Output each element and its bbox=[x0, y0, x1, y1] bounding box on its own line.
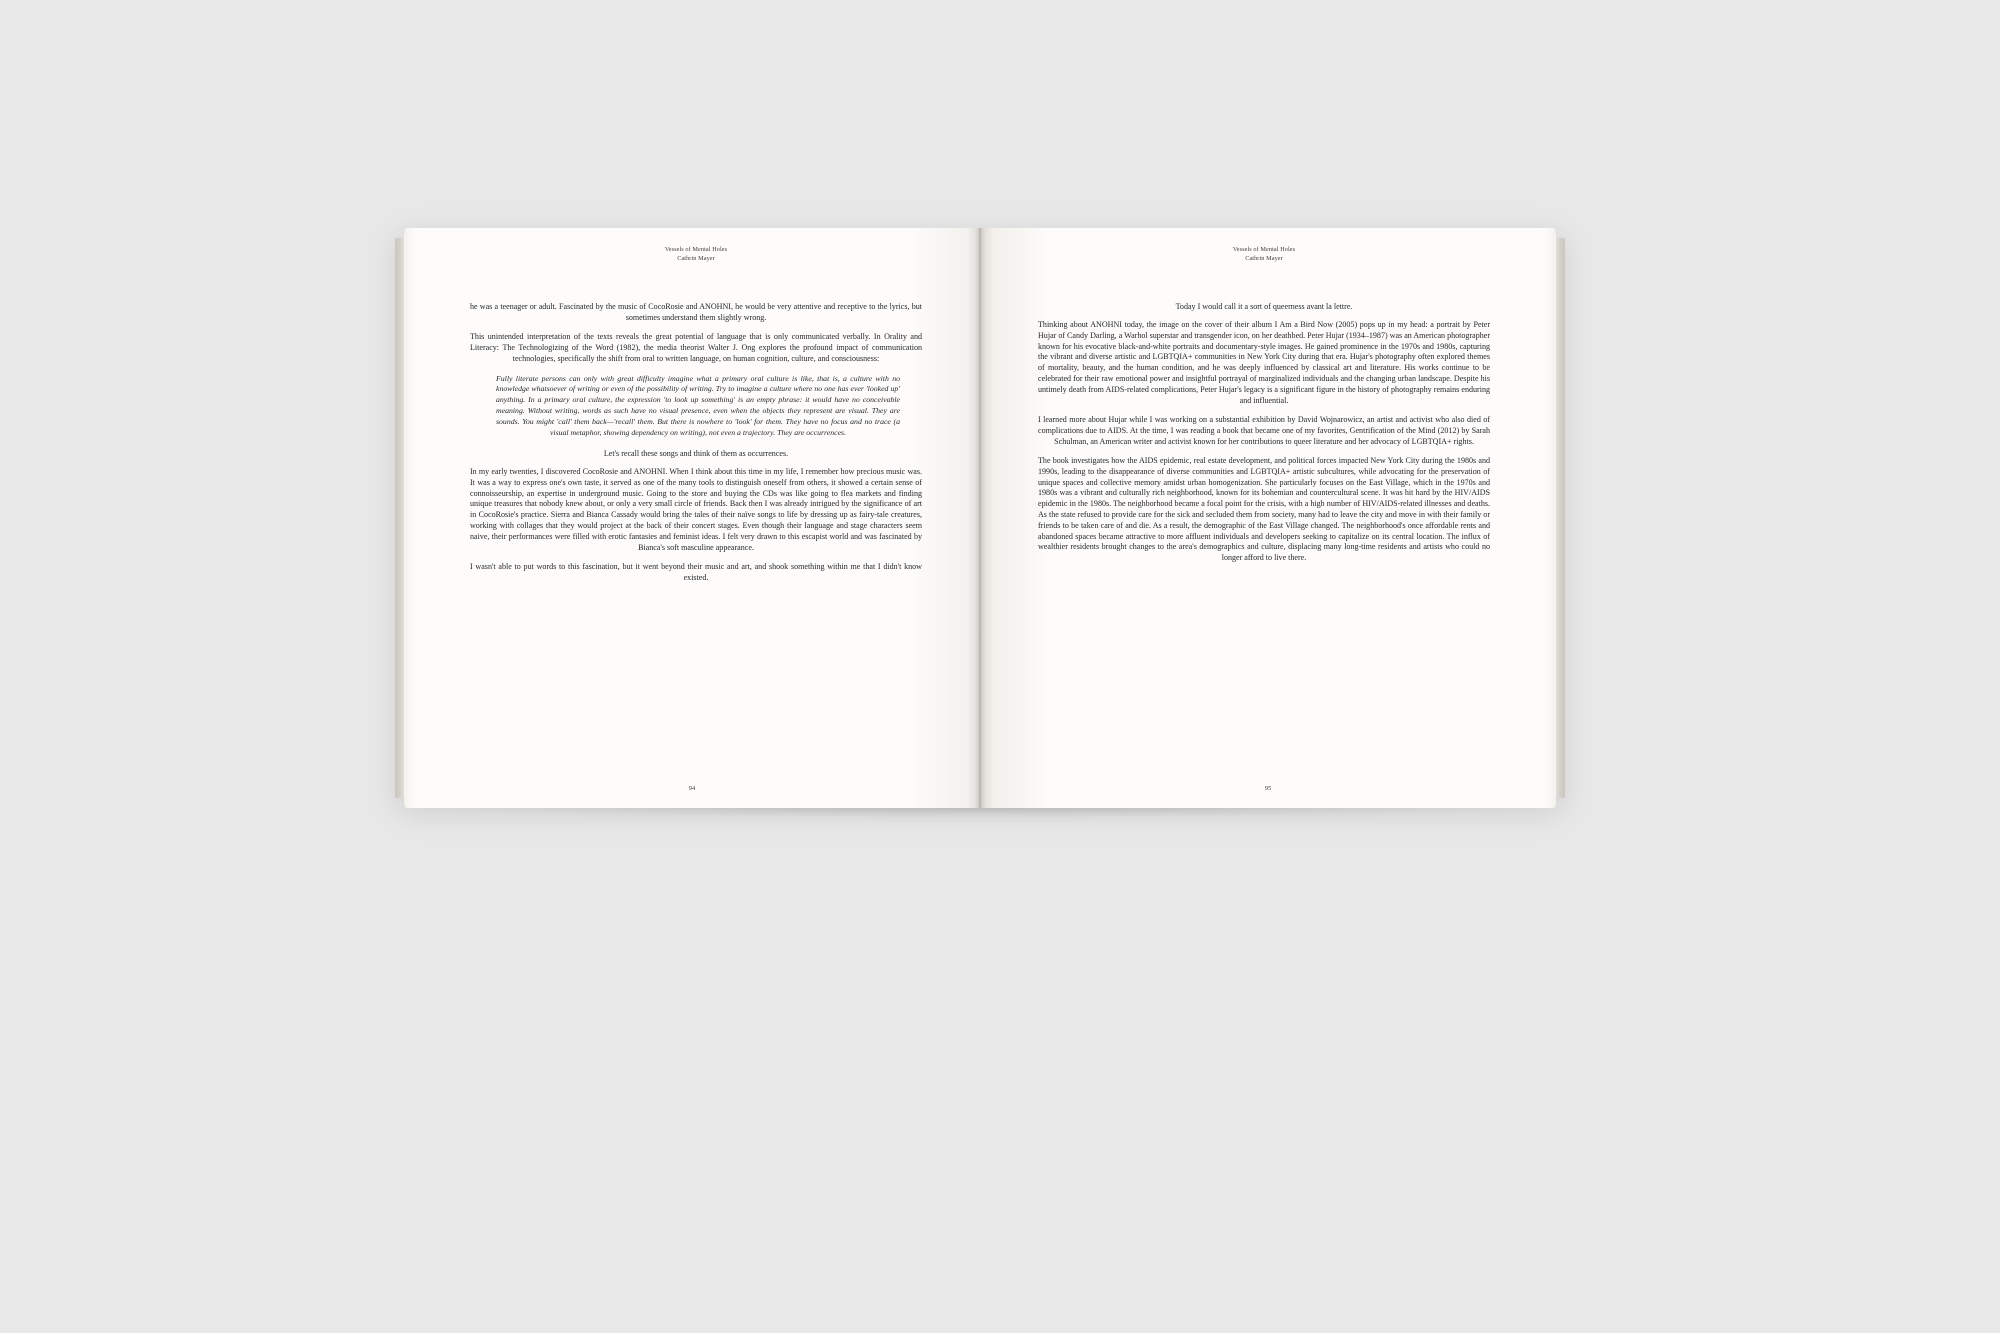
blockquote-text: Fully literate persons can only with great difficulty imagine what a primary oral culture is like, that is, a culture with no knowledge whatsoever of writing or even of the possibility of writing. Try to imagine a culture where no one has ever 'looked up' anything. In a primary oral culture, the expression 'to look up something' is an empty phrase: it would have no conceivable meaning. Without writing, words as such have no visual presence, even when the objects they represent are visual. They are sounds. You might 'call' them back—'recall' them. But there is nowhere to 'look' for them. They have no focus and no trace (a visual metaphor, showing dependency on writing), not even a trajectory. They are occurrences. bbox=[496, 373, 900, 438]
open-book bbox=[404, 228, 1556, 808]
running-head-title: Vessels of Mental Holes bbox=[1232, 246, 1296, 253]
right-page bbox=[980, 228, 1556, 808]
paragraph: I learned more about Hujar while I was working on a substantial exhibition by David Wojnarowicz, an artist and activist who also died of complications due to AIDS. At the time, I was reading a book that became one of my favorites, Gentrification of the Mind (2012) by Sarah Schulman, an American writer and activist known for her contributions to queer literature and her advocacy of LGBTQIA+ rights. bbox=[1038, 414, 1490, 446]
page-block-edge-right bbox=[1555, 238, 1565, 798]
paragraph: In my early twenties, I discovered CocoRosie and ANOHNI. When I think about this time in my life, I remember how precious music was. It was a way to express one's own taste, it served as one of the many tools to distinguish oneself from others, it showed a certain sense of connoisseurship, an expertise in underground music. Going to the store and buying the CDs was like going to flea markets and finding unique treasures that nobody knew about, or only a very small circle of friends. Back then I was already intrigued by the significance of art in CocoRosie's practice. Sierra and Bianca Cassady would bring the tales of their naïve songs to life by dressing up as fairy-tale creatures, working with collages that they would project at the back of their concert stages. Even though their language and stage characters seem naive, their performances were filled with erotic fantasies and feminist ideas. I felt very drawn to this escapist world and was fascinated by Bianca's soft masculine appearance. bbox=[470, 466, 922, 552]
running-head-left bbox=[470, 246, 922, 264]
recall-line: Let's recall these songs and think of them as occurrences. bbox=[603, 448, 789, 458]
paragraph: I wasn't able to put words to this fascination, but it went beyond their music and art, and shook something within me that I didn't know existed. bbox=[470, 561, 922, 582]
folio-left: 94 bbox=[688, 785, 696, 792]
running-head-author: Cathrin Mayer bbox=[1245, 254, 1283, 262]
folio-right: 95 bbox=[1264, 785, 1272, 792]
running-head-right bbox=[1038, 246, 1490, 264]
paragraph: Thinking about ANOHNI today, the image on the cover of their album I Am a Bird Now (2005) pops up in my head: a portrait by Peter Hujar of Candy Darling, a Warhol superstar and transgender icon, on her deathbed. Peter Hujar (1934–1987) was an American photographer known for his evocative black-and-white portraits and documentary-style images. He gained prominence in the 1970s and 1980s, capturing the vibrant and diverse artistic and LGBTQIA+ communities in New York City during that era. Hujar's photography often explored themes of mortality, beauty, and the human condition, and he was deeply influenced by classical art and literature. His works continue to be celebrated for their raw emotional power and insightful portrayal of marginalized individuals and the changing urban landscape. Despite his untimely death from AIDS-related complications, Peter Hujar's legacy is a significant figure in the history of photography remains enduring and influential. bbox=[1038, 319, 1490, 405]
left-page bbox=[404, 228, 980, 808]
blockquote bbox=[470, 374, 922, 439]
running-head-title: Vessels of Mental Holes bbox=[664, 246, 728, 253]
paragraph: The book investigates how the AIDS epidemic, real estate development, and political forces impacted New York City during the 1980s and 1990s, leading to the disappearance of diverse communities and LGBTQIA+ artistic subcultures, while advocating for the preservation of unique spaces and collective memory amidst urban homogenization. She particularly focuses on the East Village, which in the 1970s and 1980s was a vibrant and culturally rich neighborhood, known for its bohemian and countercultural scene. It was hit hard by the HIV/AIDS epidemic in the 1980s. The neighborhood became a focal point for the crisis, with a high number of HIV/AIDS-related illnesses and deaths. As the state refused to provide care for the sick and secluded them from society, many had to leave the city and move in with their family or friends to be taken care of and die. As a result, the demographic of the East Village changed. The neighborhood's once affordable rents and abandoned spaces became attractive to more affluent individuals and developers seeking to capitalize on its central location. The influx of wealthier residents brought changes to the area's demographics and culture, displacing many long-time residents and artists who could no longer afford to live there. bbox=[1038, 455, 1490, 563]
lead-line: Today I would call it a sort of queerness avant la lettre. bbox=[1175, 301, 1353, 311]
running-head-author: Cathrin Mayer bbox=[677, 254, 715, 262]
paragraph: he was a teenager or adult. Fascinated by the music of CocoRosie and ANOHNI, he would be very attentive and receptive to the lyrics, but sometimes understand them slightly wrong. bbox=[470, 301, 922, 322]
paragraph: This unintended interpretation of the texts reveals the great potential of language that is only communicated verbally. In Orality and Literacy: The Technologizing of the Word (1982), the media theorist Walter J. Ong explores the profound impact of communication technologies, specifically the shift from oral to written language, on human cognition, culture, and consciousness: bbox=[470, 332, 922, 363]
